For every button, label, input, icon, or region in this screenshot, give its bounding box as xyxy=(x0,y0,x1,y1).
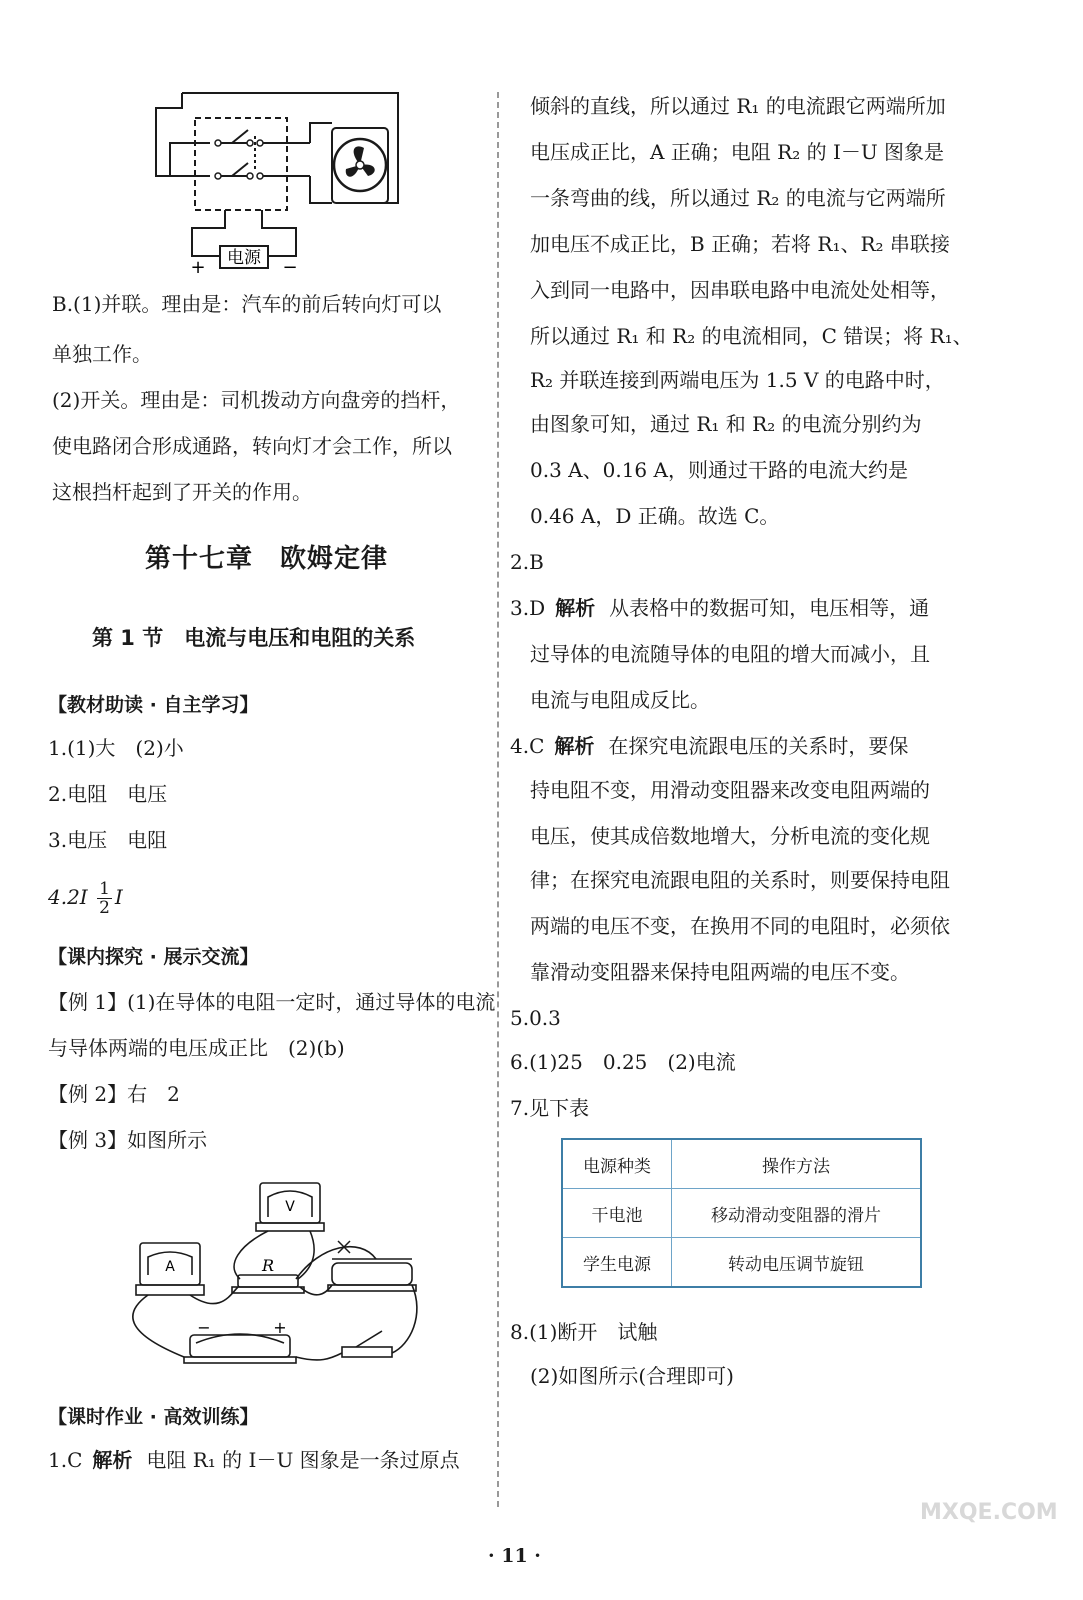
answer-4-suffix: I xyxy=(114,885,123,909)
analysis-cont-line7: R₂ 并联连接到两端电压为 1.5 V 的电路中时， xyxy=(530,368,945,392)
power-source-table xyxy=(561,1138,922,1288)
answer-r4-number: 4.C xyxy=(510,734,545,758)
table-header-row xyxy=(562,1139,921,1189)
answer-r3-line2: 过导体的电流随导体的电阻的增大而减小，且 xyxy=(530,642,930,666)
fan-icon xyxy=(334,139,386,191)
battery-plus-label: + xyxy=(273,1318,287,1337)
section-title: 第 1 节 电流与电压和电阻的关系 xyxy=(92,626,416,650)
answer-b-line2: 单独工作。 xyxy=(52,342,152,366)
answer-r4-line2: 持电阻不变，用滑动变阻器来改变电阻两端的 xyxy=(530,778,930,802)
analysis-tag: 解析 xyxy=(554,734,595,758)
voltmeter-label: V xyxy=(285,1199,295,1215)
left-column xyxy=(0,0,500,1600)
section-header-study: 【教材助读 · 自主学习】 xyxy=(48,694,259,716)
answer-3: 3.电压 电阻 xyxy=(48,828,168,852)
answer-r4-line6: 靠滑动变阻器来保持电阻两端的电压不变。 xyxy=(530,960,910,984)
homework-1-number: 1.C xyxy=(48,1448,83,1472)
answer-r8-line1: 8.(1)断开 试触 xyxy=(510,1320,658,1344)
answer-r4-text1: 在探究电流跟电压的关系时，要保 xyxy=(608,734,909,758)
example-3: 【例 3】如图所示 xyxy=(48,1128,208,1152)
answer-b-line4: 使电路闭合形成通路，转向灯才会工作，所以 xyxy=(52,434,452,458)
section-header-homework: 【课时作业 · 高效训练】 xyxy=(48,1406,259,1428)
answer-r3-text1: 从表格中的数据可知，电压相等，通 xyxy=(609,596,930,620)
analysis-cont-line3: 一条弯曲的线，所以通过 R₂ 的电流与它两端所 xyxy=(530,186,946,210)
answer-b-line3: (2)开关。理由是：司机拨动方向盘旁的挡杆， xyxy=(52,388,461,412)
homework-1-line1 xyxy=(48,1446,460,1474)
answer-r2: 2.B xyxy=(510,550,544,574)
answer-r3-number: 3.D xyxy=(510,596,546,620)
example-1-line1: 【例 1】(1)在导体的电阻一定时，通过导体的电流 xyxy=(48,990,496,1014)
table-cell: 干电池 xyxy=(562,1189,672,1238)
answer-r3-line3: 电流与电阻成反比。 xyxy=(530,688,710,712)
analysis-cont-line2: 电压成正比，A 正确；电阻 R₂ 的 I－U 图象是 xyxy=(530,140,945,164)
answer-b-line1: B.(1)并联。理由是：汽车的前后转向灯可以 xyxy=(52,292,442,316)
answer-4-prefix: 4.2I xyxy=(48,885,88,909)
answer-b-line5: 这根挡杆起到了开关的作用。 xyxy=(52,480,312,504)
analysis-cont-line5: 入到同一电路中，因串联电路中电流处处相等， xyxy=(530,278,950,302)
answer-r4-line3: 电压，使其成倍数地增大，分析电流的变化规 xyxy=(530,824,930,848)
fraction-denominator: 2 xyxy=(99,898,110,918)
power-source-label: 电源 xyxy=(227,248,261,268)
answer-r4-line4: 律；在探究电流跟电阻的关系时，则要保持电阻 xyxy=(530,868,950,892)
analysis-tag: 解析 xyxy=(92,1448,133,1472)
analysis-cont-line10: 0.46 A，D 正确。故选 C。 xyxy=(530,504,780,528)
analysis-cont-line6: 所以通过 R₁ 和 R₂ 的电流相同，C 错误；将 R₁、 xyxy=(530,324,973,348)
ammeter-label: A xyxy=(165,1259,175,1275)
answer-r6: 6.(1)25 0.25 (2)电流 xyxy=(510,1050,736,1074)
answer-2: 2.电阻 电压 xyxy=(48,782,168,806)
column-divider xyxy=(497,92,499,1507)
resistor-label: R xyxy=(261,1256,275,1275)
table-header-cell: 操作方法 xyxy=(672,1139,922,1189)
table-cell: 转动电压调节旋钮 xyxy=(672,1238,922,1288)
analysis-cont-line8: 由图象可知，通过 R₁ 和 R₂ 的电流分别约为 xyxy=(530,412,922,436)
minus-sign: − xyxy=(282,257,298,278)
answer-r8-line2: (2)如图所示(合理即可) xyxy=(530,1364,734,1388)
circuit-diagram-fan xyxy=(150,88,410,280)
fraction-half xyxy=(97,880,112,917)
circuit-apparatus-figure xyxy=(120,1175,430,1375)
battery-minus-label: − xyxy=(197,1318,211,1337)
homework-1-text: 电阻 R₁ 的 I－U 图象是一条过原点 xyxy=(146,1448,460,1472)
answer-4 xyxy=(48,880,123,917)
analysis-cont-line1: 倾斜的直线，所以通过 R₁ 的电流跟它两端所加 xyxy=(530,94,946,118)
example-1-line2: 与导体两端的电压成正比 (2)(b) xyxy=(48,1036,345,1060)
answer-r4-line5: 两端的电压不变，在换用不同的电阻时，必须依 xyxy=(530,914,950,938)
chapter-title: 第十七章 欧姆定律 xyxy=(145,544,389,574)
answer-r3-line1 xyxy=(510,594,929,622)
example-2: 【例 2】右 2 xyxy=(48,1082,180,1106)
answer-r5: 5.0.3 xyxy=(510,1006,561,1030)
analysis-tag: 解析 xyxy=(555,596,596,620)
section-header-explore: 【课内探究 · 展示交流】 xyxy=(48,946,259,968)
answer-r7: 7.见下表 xyxy=(510,1096,590,1120)
right-column xyxy=(500,0,1083,1600)
fraction-numerator: 1 xyxy=(99,879,110,899)
answer-r4-line1 xyxy=(510,732,908,760)
analysis-cont-line4: 加电压不成正比，B 正确；若将 R₁、R₂ 串联接 xyxy=(530,232,950,256)
analysis-cont-line9: 0.3 A、0.16 A，则通过干路的电流大约是 xyxy=(530,458,908,482)
table-cell: 学生电源 xyxy=(562,1238,672,1288)
plus-sign: + xyxy=(190,257,206,278)
answer-1: 1.(1)大 (2)小 xyxy=(48,736,184,760)
table-row xyxy=(562,1189,921,1238)
page-number: · 11 · xyxy=(488,1545,541,1567)
table-header-cell: 电源种类 xyxy=(562,1139,672,1189)
table-cell: 移动滑动变阻器的滑片 xyxy=(672,1189,922,1238)
watermark: MXQE.COM xyxy=(920,1500,1058,1525)
table-row xyxy=(562,1238,921,1288)
